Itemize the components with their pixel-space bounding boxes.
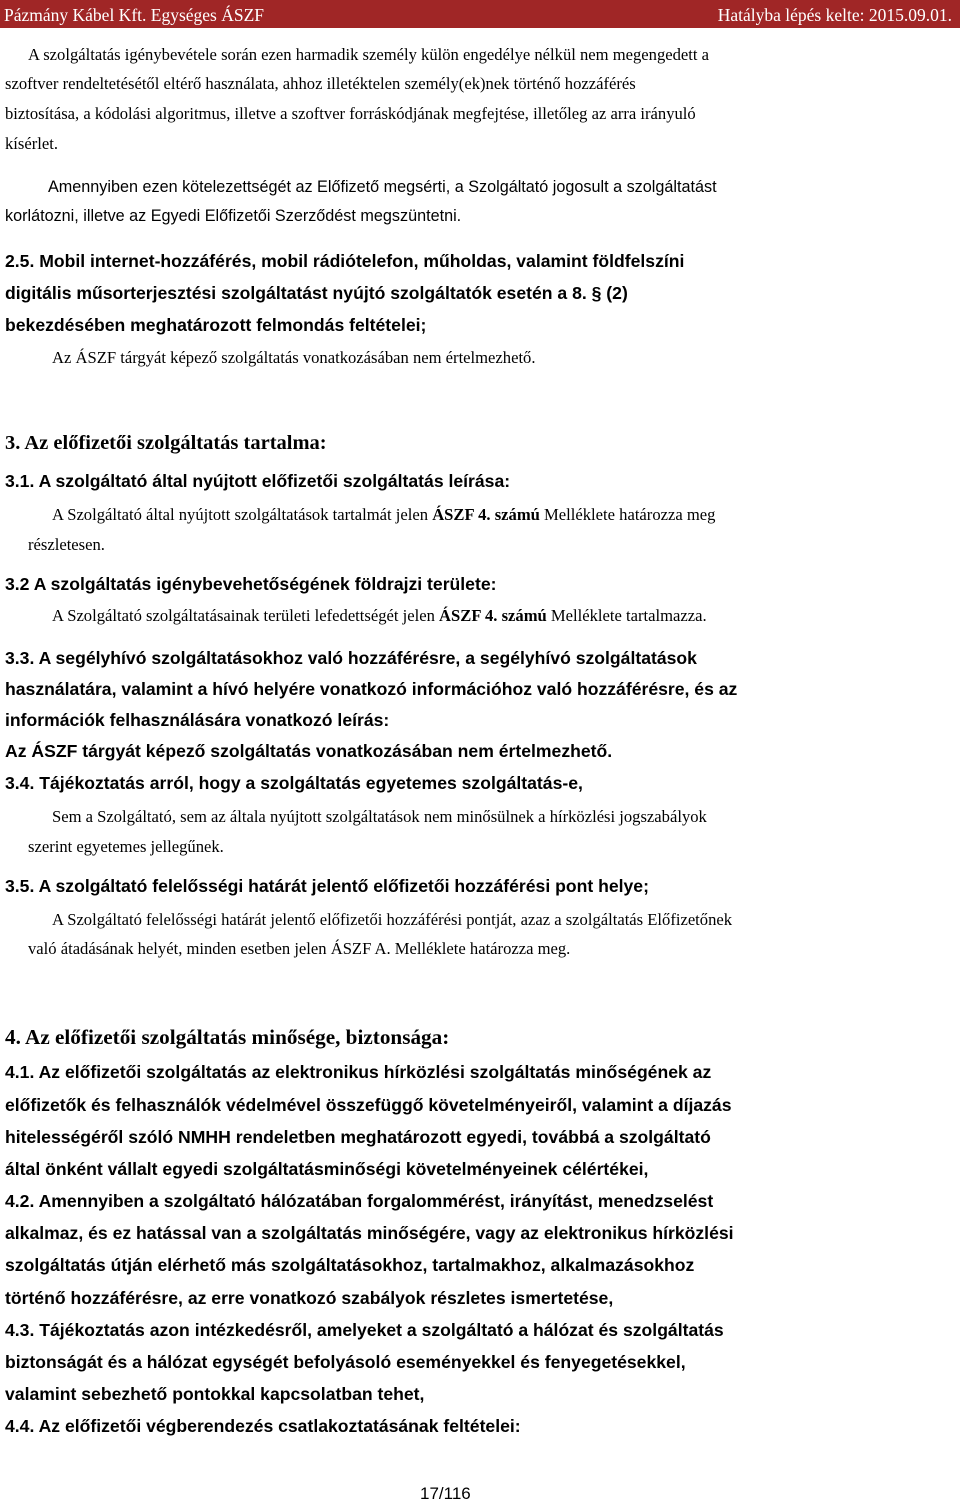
text-line: kísérlet. xyxy=(5,134,58,153)
text-line: biztosítása, a kódolási algoritmus, illetve a szoftver forráskódjának megfejtése, illetőleg az arra irányuló xyxy=(5,104,696,123)
section-body-line: részletesen. xyxy=(28,535,105,554)
page-header xyxy=(0,0,960,28)
section-body-line: szerint egyetemes jellegűnek. xyxy=(28,837,224,856)
section-heading-line: szolgáltatás útján elérhető más szolgáltatásokhoz, tartalmakhoz, alkalmazásokhoz xyxy=(5,1255,695,1275)
page-number: 17/116 xyxy=(420,1484,471,1503)
section-heading-line: 3.3. A segélyhívó szolgáltatásokhoz való hozzáférésre, a segélyhívó szolgáltatások xyxy=(5,648,697,668)
section-body: Az ÁSZF tárgyát képező szolgáltatás vonatkozásában nem értelmezhető. xyxy=(52,348,536,367)
section-heading-line: digitális műsorterjesztési szolgáltatást nyújtó szolgáltatók esetén a 8. § (2) xyxy=(5,283,628,303)
section-heading: 3.5. A szolgáltató felelősségi határát jelentő előfizetői hozzáférési pont helye; xyxy=(5,876,649,896)
chapter-title-3: 3. Az előfizetői szolgáltatás tartalma: xyxy=(5,432,327,454)
text-line: A szolgáltatás igénybevétele során ezen harmadik személy külön engedélye nélkül nem megengedett a xyxy=(28,45,710,64)
section-heading: 3.1. A szolgáltató által nyújtott előfizetői szolgáltatás leírása: xyxy=(5,471,511,491)
section-body-line: A Szolgáltató felelősségi határát jelentő előfizetői hozzáférési pontját, azaz a szolgáltatás Előfizetőnek xyxy=(52,910,733,929)
section-heading-line: előfizetők és felhasználók védelmével összefüggő követelményeiről, valamint a díjazás xyxy=(5,1095,732,1115)
section-heading-line: 4.3. Tájékoztatás azon intézkedésről, amelyeket a szolgáltató a hálózat és szolgáltatás xyxy=(5,1320,724,1340)
section-heading-line: valamint sebezhető pontokkal kapcsolatban tehet, xyxy=(5,1384,425,1404)
section-body-line: A Szolgáltató szolgáltatásainak területi lefedettségét jelen ÁSZF 4. számú Melléklete tartalmazza. xyxy=(52,606,707,625)
section-heading-line: 4.2. Amennyiben a szolgáltató hálózatában forgalommérést, irányítást, menedzselést xyxy=(5,1191,714,1211)
chapter-title-4: 4. Az előfizetői szolgáltatás minősége, biztonsága: xyxy=(5,1025,450,1049)
section-heading-line: információk felhasználására vonatkozó leírás: xyxy=(5,710,390,730)
section-heading-line: 4.1. Az előfizetői szolgáltatás az elektronikus hírközlési szolgáltatás minőségének az xyxy=(5,1062,712,1082)
section-heading-line: használatára, valamint a hívó helyére vonatkozó információhoz való hozzáférésre, és az xyxy=(5,679,738,699)
header-effective-date: Hatályba lépés kelte: 2015.09.01. xyxy=(717,5,952,25)
section-heading-line: biztonságát és a hálózat egységét befolyásoló eseményekkel és fenyegetésekkel, xyxy=(5,1352,686,1372)
text-line: korlátozni, illetve az Egyedi Előfizetői Szerződést megszüntetni. xyxy=(5,207,462,225)
section-4-4-heading: 4.4. Az előfizetői végberendezés csatlakoztatásának feltételei: xyxy=(5,1416,521,1436)
section-heading-line: 2.5. Mobil internet-hozzáférés, mobil rádiótelefon, műholdas, valamint földfelszíni xyxy=(5,251,685,271)
section-heading: 3.4. Tájékoztatás arról, hogy a szolgáltatás egyetemes szolgáltatás-e, xyxy=(5,773,583,793)
text-line: szoftver rendeltetésétől eltérő használata, ahhoz illetéktelen személy(ek)nek történő hozzáférés xyxy=(5,74,636,93)
section-body-line: való átadásának helyét, minden esetben jelen ÁSZF A. Melléklete határozza meg. xyxy=(28,939,571,958)
section-heading-line: bekezdésében meghatározott felmondás feltételei; xyxy=(5,315,427,335)
section-body-line: A Szolgáltató által nyújtott szolgáltatások tartalmát jelen ÁSZF 4. számú Melléklete határozza meg xyxy=(52,505,716,524)
header-company: Pázmány Kábel Kft. Egységes ÁSZF xyxy=(4,5,265,25)
section-heading-line: hitelességéről szóló NMHH rendeletben meghatározott egyedi, továbbá a szolgáltató xyxy=(5,1127,711,1147)
section-heading-line: által önként vállalt egyedi szolgáltatásminőségi követelményeinek célértékei, xyxy=(5,1159,649,1179)
section-heading-line: Az ÁSZF tárgyát képező szolgáltatás vonatkozásában nem értelmezhető. xyxy=(5,741,613,761)
section-heading: 3.2 A szolgáltatás igénybevehetőségének földrajzi területe: xyxy=(5,574,497,594)
section-heading-line: történő hozzáférésre, az erre vonatkozó szabályok részletes ismertetése, xyxy=(5,1288,614,1308)
section-body-line: Sem a Szolgáltató, sem az általa nyújtott szolgáltatások nem minősülnek a hírközlési jogszabályok xyxy=(52,807,707,826)
section-heading-line: alkalmaz, és ez hatással van a szolgáltatás minőségére, vagy az elektronikus hírközlési xyxy=(5,1223,734,1243)
text-line: Amennyiben ezen kötelezettségét az Előfizető megsérti, a Szolgáltató jogosult a szolgáltatást xyxy=(48,178,717,196)
